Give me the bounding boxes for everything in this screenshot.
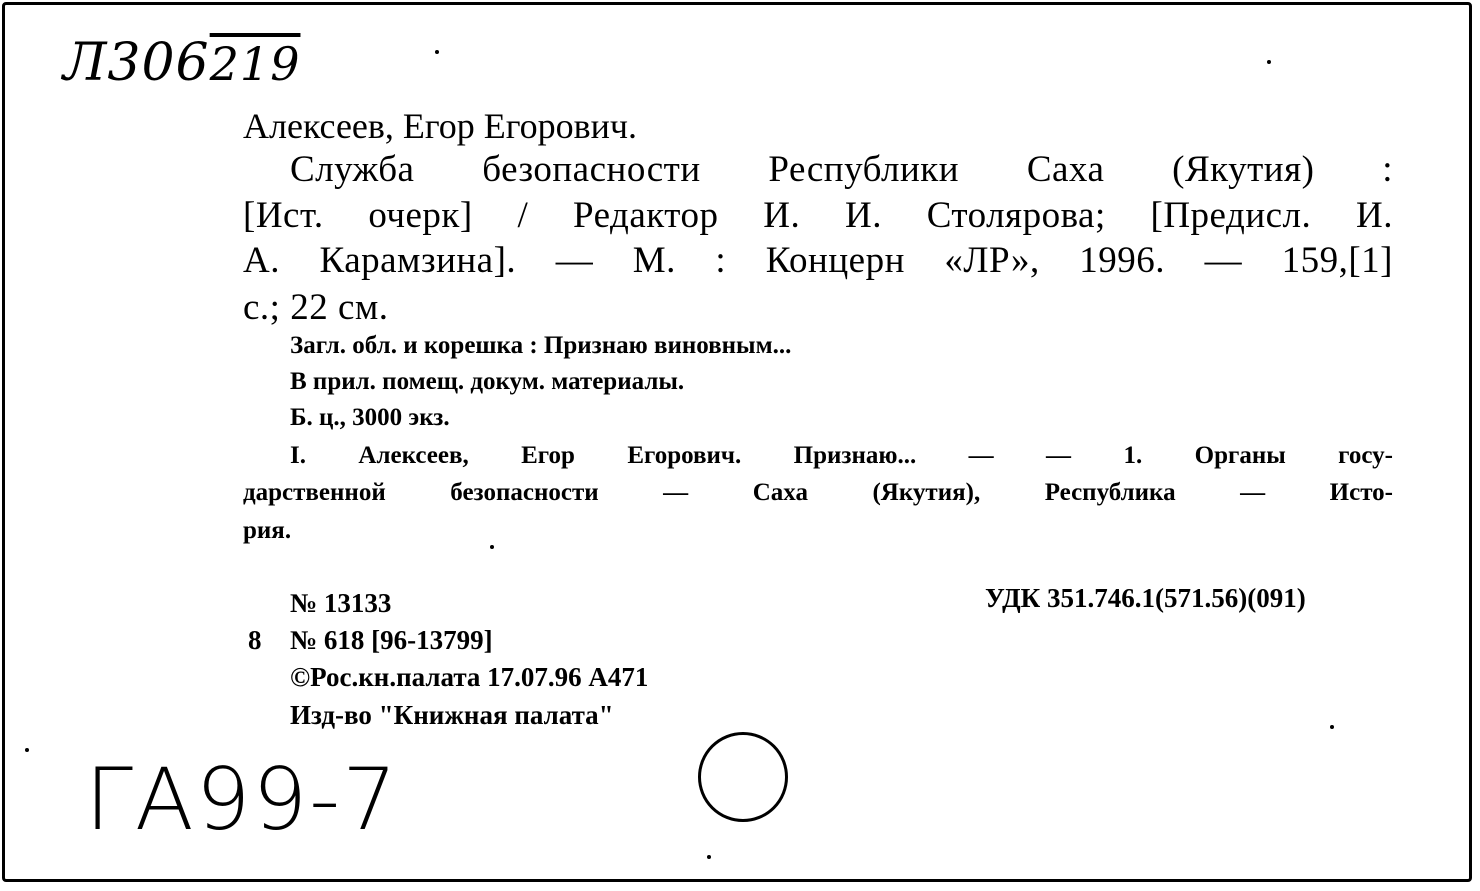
handwritten-shelf-mark (63, 33, 300, 93)
publisher-line: Изд-во "Книжная палата" (290, 700, 614, 730)
author-heading: Алексеев, Егор Егорович. (243, 106, 637, 146)
description-line-2: [Ист. очерк] / Редактор И. И. Столярова; [Предисл. И. (243, 195, 1393, 236)
dust-speck (1330, 725, 1334, 729)
dust-speck (1267, 60, 1271, 64)
description-line-1: Служба безопасности Республики Саха (Якутия) : (290, 149, 1393, 190)
tracing-line-2: дарственной безопасности — Саха (Якутия), Республика — Исто- (243, 479, 1393, 506)
order-number: № 618 [96-13799] (290, 625, 493, 655)
dust-speck (25, 748, 29, 752)
note-title-source: Загл. обл. и корешка : Признаю виновным... (290, 332, 792, 359)
tracing-line-1: I. Алексеев, Егор Егорович. Признаю... — — 1. Органы госу- (290, 442, 1393, 469)
note-print-run: Б. ц., 3000 экз. (290, 404, 450, 431)
description-line-3: А. Карамзина]. — М. : Концерн «ЛР», 1996. — 159,[1] (243, 240, 1393, 281)
tracing-line-3: рия. (243, 517, 292, 544)
handwritten-inventory-mark: ГА99-7 (85, 750, 399, 850)
dust-speck (707, 855, 711, 859)
circle-stamp (698, 732, 788, 822)
catalog-card (2, 2, 1472, 882)
description-line-4: с.; 22 см. (243, 287, 389, 328)
shelf-mark-main: Л306 (63, 33, 210, 93)
card-number: № 13133 (290, 588, 392, 618)
copyright-line: ©Рос.кн.палата 17.07.96 А471 (290, 662, 649, 692)
dust-speck (435, 50, 439, 54)
note-appendix: В прил. помещ. докум. материалы. (290, 368, 685, 395)
copies-count: 8 (248, 625, 262, 655)
shelf-mark-sub: 219 (209, 37, 301, 91)
dust-speck (490, 545, 494, 549)
udk-code: УДК 351.746.1(571.56)(091) (985, 583, 1306, 613)
